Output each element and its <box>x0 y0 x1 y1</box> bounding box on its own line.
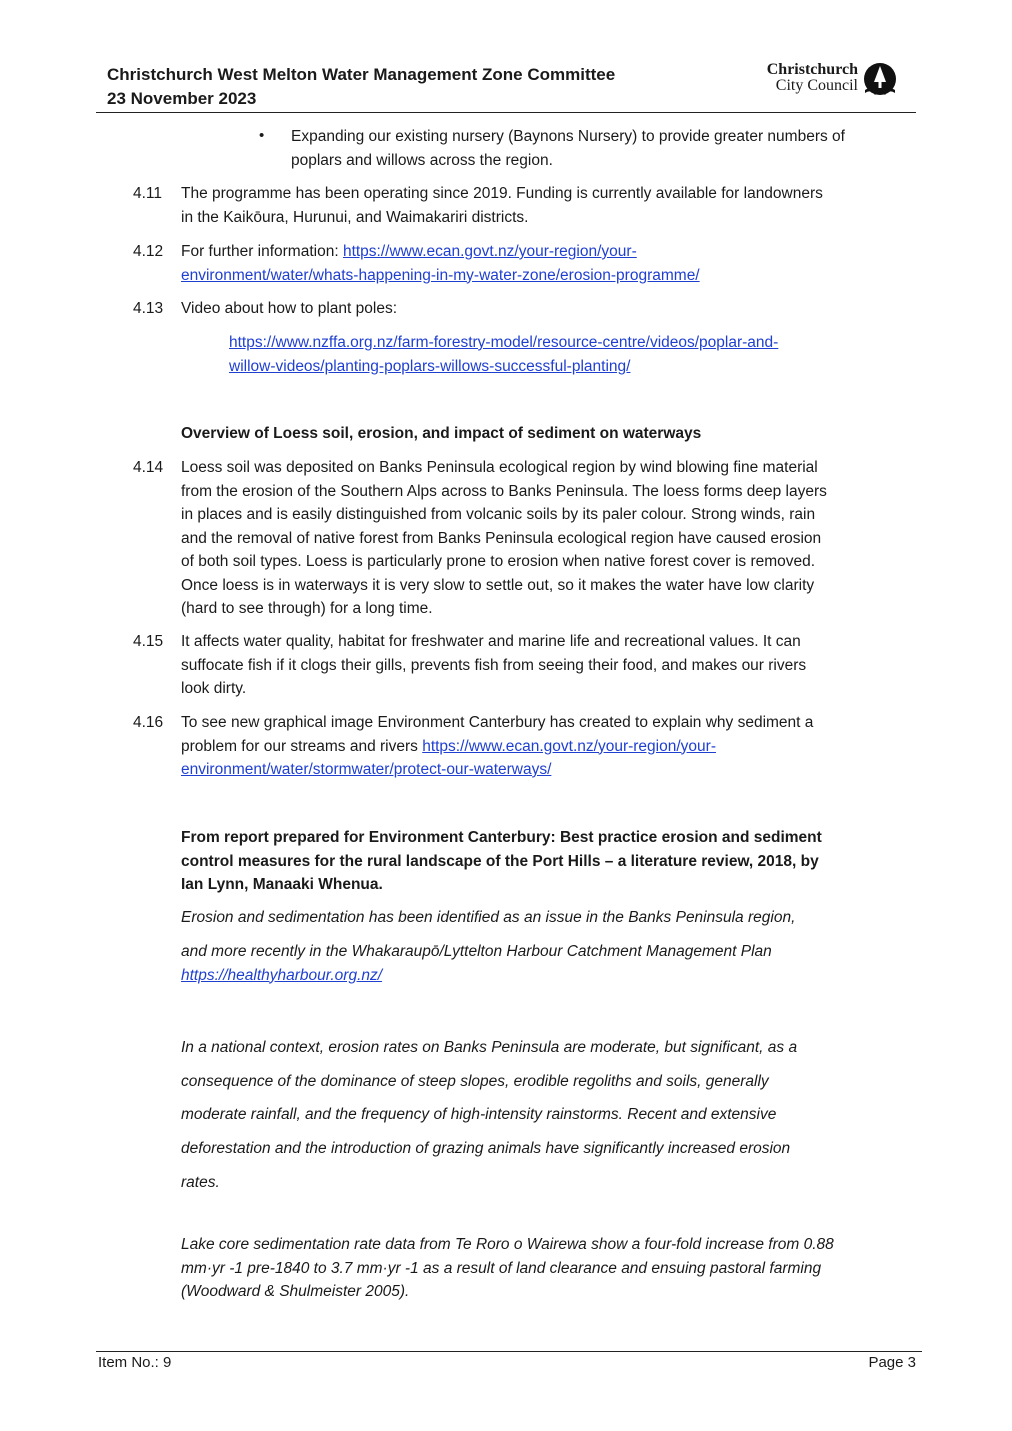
report-quote-1-line-1: Erosion and sedimentation has been identified as an issue in the Banks Peninsula region, <box>181 909 796 926</box>
protect-waterways-link-cont[interactable]: environment/water/stormwater/protect-our-waterways/ <box>181 761 552 778</box>
logo-text <box>746 62 858 94</box>
paragraph-4-14: Loess soil was deposited on Banks Peninsula ecological region by wind blowing fine material from the erosion of the Southern Alps across to Banks Peninsula. The loess forms deep layers in places and is easily distinguished from volcanic soils by its paler colour. Strong winds, rain and the removal of native forest from Banks Peninsula ecological region have caused erosion of both soil types. Loess is particularly prone to erosion when native forest cover is removed. Once loess is in waterways it is very slow to settle out, so it makes the water have low clarity (hard to see through) for a long time. <box>181 459 827 617</box>
header-divider <box>96 112 916 113</box>
paragraph-4-16: To see new graphical image Environment Canterbury has created to explain why sediment a problem for our streams and rivers https://www.ecan.govt.nz/your-region/your- environment/water/stormwater/protect-our-waterways/ <box>181 714 814 778</box>
paragraph-number: 4.16 <box>133 714 164 731</box>
document-header <box>107 63 615 111</box>
council-logo <box>746 62 901 102</box>
paragraph-4-15: It affects water quality, habitat for freshwater and marine life and recreational values. It can suffocate fish if it clogs their gills, prevents fish from seeing their food, and makes our rivers look dirty. <box>181 633 807 697</box>
bullet-icon: • <box>259 127 265 144</box>
erosion-programme-link-cont[interactable]: environment/water/whats-happening-in-my-water-zone/erosion-programme/ <box>181 266 700 284</box>
paragraph-4-11: The programme has been operating since 2019. Funding is currently available for landowners in the Kaikōura, Hurunui, and Waimakariri districts. <box>181 185 823 226</box>
paragraph-number: 4.15 <box>133 633 164 650</box>
paragraph-number: 4.12 <box>133 243 164 260</box>
footer-item-number: Item No.: 9 <box>98 1354 172 1371</box>
planting-video-link[interactable]: https://www.nzffa.org.nz/farm-forestry-model/resource-centre/videos/poplar-and- willow-videos/planting-poplars-willows-successful-planting/ <box>229 334 779 375</box>
report-heading: From report prepared for Environment Canterbury: Best practice erosion and sediment control measures for the rural landscape of the Port Hills – a literature review, 2018, by Ian Lynn, Manaaki Whenua. <box>181 829 822 893</box>
cathedral-logo-icon <box>861 62 899 100</box>
meeting-date: 23 November 2023 <box>107 89 257 108</box>
erosion-programme-link[interactable]: https://www.ecan.govt.nz/your-region/your- <box>342 243 637 260</box>
report-quote-1: and more recently in the Whakaraupō/Lyttelton Harbour Catchment Management Plan https://healthyharbour.org.nz/ <box>181 940 772 987</box>
footer-divider <box>96 1351 922 1352</box>
logo-line-1: Christchurch <box>766 61 858 78</box>
section-heading-loess: Overview of Loess soil, erosion, and impact of sediment on waterways <box>181 425 702 442</box>
paragraph-number: 4.14 <box>133 459 164 476</box>
healthy-harbour-link[interactable]: https://healthyharbour.org.nz/ <box>181 966 383 984</box>
protect-waterways-link[interactable]: https://www.ecan.govt.nz/your-region/your- <box>422 737 716 755</box>
list-item: Expanding our existing nursery (Baynons Nursery) to provide greater numbers of poplars and willows across the region. <box>291 128 845 169</box>
paragraph-4-13: Video about how to plant poles: <box>181 300 398 317</box>
paragraph-4-12: For further information: https://www.ecan.govt.nz/your-region/your- environment/water/whats-happening-in-my-water-zone/erosion-programme/ <box>181 243 700 284</box>
paragraph-number: 4.13 <box>133 300 164 317</box>
footer-page-number: Page 3 <box>868 1354 916 1371</box>
report-quote-3: Lake core sedimentation rate data from Te Roro o Wairewa show a four-fold increase from 0.88 mm·yr -1 pre-1840 to 3.7 mm·yr -1 as a result of land clearance and ensuing pastoral farming (Woodward & Shulmeister 2005). <box>181 1236 834 1300</box>
report-quote-2: In a national context, erosion rates on Banks Peninsula are moderate, but significant, as a consequence of the dominance of steep slopes, erodible regoliths and soils, generally moderate rainfall, and the frequency of high-intensity rainstorms. Recent and extensive deforestation and the introduction of grazing animals have significantly increased erosion rates. <box>181 1039 798 1191</box>
committee-name: Christchurch West Melton Water Management Zone Committee <box>107 65 616 84</box>
paragraph-number: 4.11 <box>133 185 163 202</box>
logo-line-2: City Council <box>775 77 858 94</box>
